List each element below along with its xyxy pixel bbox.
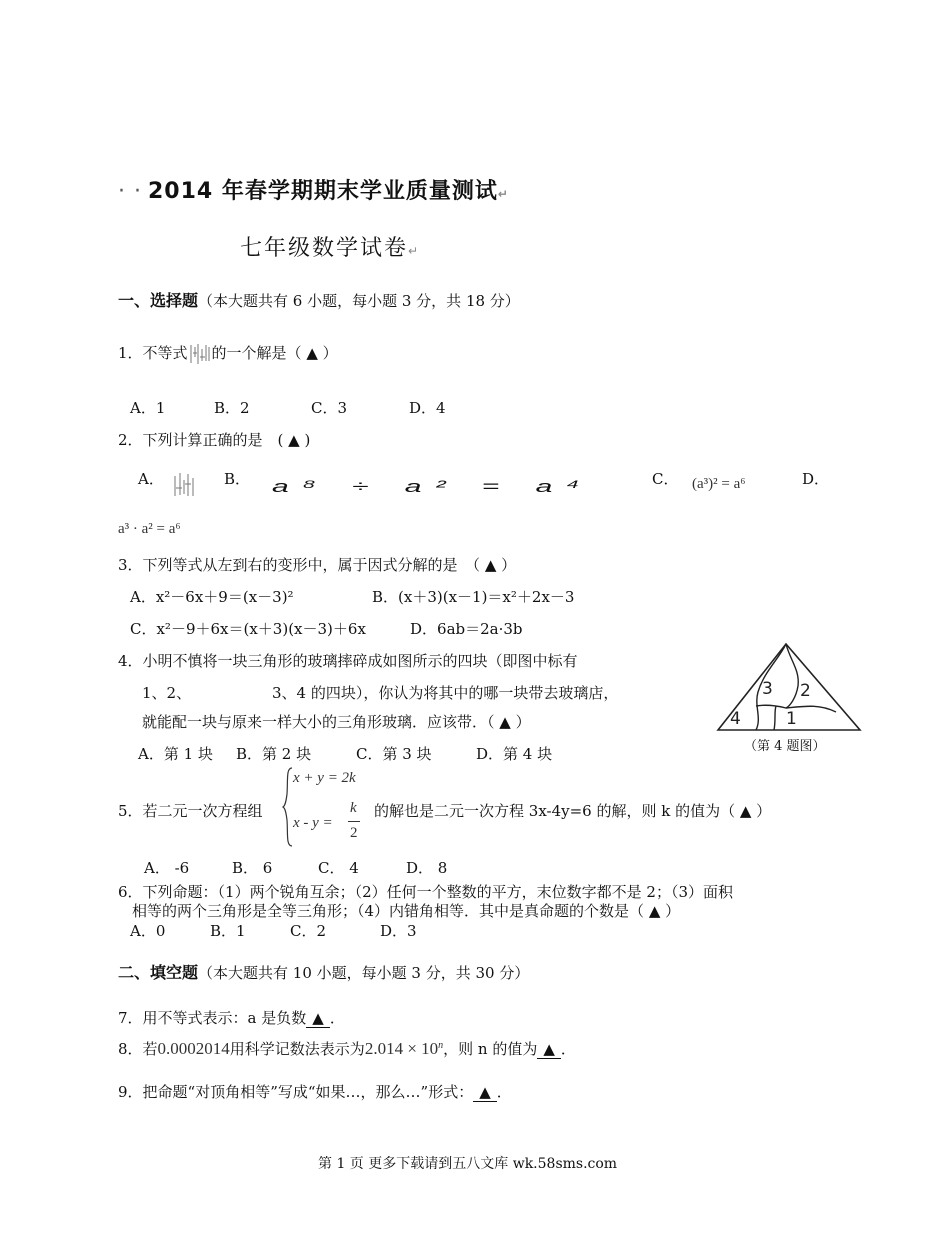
- section-title: 二、填空题: [118, 963, 199, 982]
- q1-suffix: 的一个解是（ ▲ ）: [211, 344, 338, 362]
- q1-prefix: 1．不等式: [118, 344, 188, 362]
- q7-answer-blank: ▲: [306, 1009, 330, 1028]
- exam-title: [118, 174, 509, 205]
- section-title: 一、选择题: [118, 291, 199, 310]
- section-note: （本大题共有 10 小题，每小题 3 分，共 30 分）: [198, 964, 530, 982]
- q4-line-3: [142, 711, 531, 732]
- page-footer: 第 1 页 更多下载请到五八文库 wk.58sms.com: [318, 1156, 618, 1172]
- q4-line-3-text: 就能配一块与原来一样大小的三角形玻璃．应该带: [142, 713, 473, 731]
- piece-label-1: 1: [786, 709, 797, 729]
- q1-option-d: D．4: [409, 399, 446, 417]
- q6-option-d: D．3: [380, 922, 417, 940]
- subtitle-text: 七年级数学试卷: [240, 236, 409, 261]
- q5-option-d: D． 8: [406, 859, 448, 877]
- piece-label-3: 3: [762, 679, 773, 699]
- q2-label-d: D．: [802, 470, 830, 488]
- q5-option-b: B． 6: [232, 859, 273, 877]
- q5-equation-1: x + y = 2k: [293, 770, 356, 786]
- q4-line-2a: 1、2、: [142, 684, 192, 702]
- q3-stem: 3．下列等式从左到右的变形中，属于因式分解的是 （ ▲ ）: [118, 556, 517, 574]
- q1-option-a: A．1: [130, 399, 166, 417]
- q3-option-c: C．x²－9＋6x＝(x＋3)(x－3)＋6x: [130, 620, 366, 638]
- q9-end: ．: [496, 1083, 512, 1101]
- section-heading-fill: [118, 960, 529, 983]
- q8-number: 0.0002014: [157, 1039, 230, 1058]
- q8-mid: 用科学记数法表示为: [229, 1040, 365, 1058]
- q8-exponent: n: [438, 1040, 444, 1051]
- q8-prefix: 8．若: [118, 1040, 158, 1058]
- q6-line-2: 相等的两个三角形是全等三角形；（4）内错角相等．其中是真命题的个数是（ ▲ ）: [132, 902, 681, 920]
- figure-caption: （第 4 题图）: [744, 739, 826, 754]
- return-mark-icon: ↵: [497, 187, 509, 201]
- q4-line-1: 4．小明不慎将一块三角形的玻璃摔碎成如图所示的四块（即图中标有: [118, 652, 578, 670]
- q5-option-a: A． -6: [144, 859, 190, 877]
- exam-subtitle: [240, 231, 420, 262]
- q5-option-c: C． 4: [318, 859, 359, 877]
- fraction-bar: [348, 821, 360, 822]
- q6-option-c: C．2: [290, 922, 327, 940]
- q9-text: 9．把命题“对顶角相等”写成“如果…，那么…”形式：: [118, 1083, 474, 1101]
- q3-option-a: A．x²－6x＋9＝(x－3)²: [130, 588, 294, 606]
- q4-line-3-answer: ．（ ▲ ）: [472, 713, 531, 731]
- q4-option-c: C．第 3 块: [356, 745, 432, 763]
- q2-label-b: B．: [224, 470, 251, 488]
- broken-formula-image: [172, 470, 198, 500]
- q5-prefix: 5．若二元一次方程组: [118, 802, 263, 820]
- title-text: 2014 年春学期期末学业质量测试: [147, 179, 498, 204]
- q6-line-1: 6．下列命题：（1）两个锐角互余；（2）任何一个整数的平方，末位数字都不是 2；（3）面积: [118, 883, 733, 901]
- crack-line: [786, 644, 798, 708]
- section-note: （本大题共有 6 小题，每小题 3 分，共 18 分）: [198, 292, 520, 310]
- broken-formula-image: [188, 341, 212, 367]
- q8-end: ．: [560, 1040, 576, 1058]
- q4-option-d: D．第 4 块: [476, 745, 553, 763]
- q2-formula-c: (a³)² = a⁶: [692, 476, 746, 492]
- q3-option-b: B．(x＋3)(x－1)＝x²＋2x－3: [372, 588, 575, 606]
- q4-option-a: A．第 1 块: [138, 745, 213, 763]
- q2-formula-b: a⁸ ÷ a² = a⁴: [272, 477, 594, 496]
- q9-answer-blank: ▲: [473, 1083, 497, 1102]
- q6-option-b: B．1: [210, 922, 246, 940]
- leading-dots: · ·: [118, 179, 142, 204]
- q5-equation-2-left: x - y =: [293, 815, 333, 831]
- q7-end: ．: [329, 1009, 345, 1027]
- piece-label-4: 4: [730, 709, 741, 729]
- q6-option-a: A．0: [130, 922, 166, 940]
- q8-scientific: 2.014 × 10: [364, 1039, 439, 1058]
- q4-option-b: B．第 2 块: [236, 745, 312, 763]
- q5-fraction-denominator: 2: [350, 825, 358, 841]
- q5-fraction-numerator: k: [350, 800, 357, 816]
- piece-label-2: 2: [800, 681, 811, 701]
- q2-label-a: A．: [138, 470, 164, 488]
- broken-triangle-figure: [716, 642, 862, 734]
- q8-suffix: ，则 n 的值为: [443, 1040, 538, 1058]
- q8-answer-blank: ▲: [537, 1040, 561, 1059]
- question-7: [118, 1007, 345, 1028]
- q2-label-c: C．: [652, 470, 679, 488]
- q5-suffix: 的解也是二元一次方程 3x-4y=6 的解，则 k 的值为（ ▲ ）: [374, 802, 772, 820]
- q3-option-d: D．6ab＝2a·3b: [410, 620, 523, 638]
- question-9: [118, 1081, 512, 1102]
- q2-formula-d: a³ · a² = a⁶: [118, 521, 181, 537]
- crack-line: [774, 706, 776, 730]
- question-8: [118, 1038, 576, 1059]
- question-1: [118, 341, 338, 367]
- q4-line-2b: 3、4 的四块），你认为将其中的哪一块带去玻璃店，: [272, 684, 619, 702]
- q1-option-b: B．2: [214, 399, 250, 417]
- return-mark-icon: ↵: [408, 244, 421, 258]
- q7-text: 7．用不等式表示：a 是负数: [118, 1009, 307, 1027]
- q2-stem: 2．下列计算正确的是 ( ▲ ): [118, 431, 311, 449]
- q1-option-c: C．3: [311, 399, 348, 417]
- section-heading-choice: [118, 288, 520, 311]
